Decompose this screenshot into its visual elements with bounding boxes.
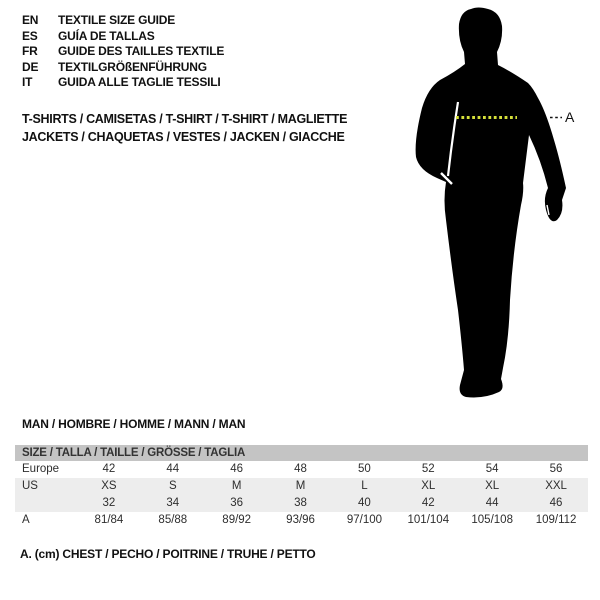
size-cell: 44 (166, 463, 180, 475)
table-row (15, 461, 588, 478)
size-cell: 32 (102, 497, 116, 509)
language-row (22, 29, 224, 45)
size-cell: 54 (485, 463, 499, 475)
size-cell: XL (485, 480, 500, 492)
category-line-tshirts: T-SHIRTS / CAMISETAS / T-SHIRT / T-SHIRT / MAGLIETTE (22, 112, 348, 126)
size-cell: 42 (102, 463, 116, 475)
size-cell: 40 (358, 497, 371, 509)
size-cell: 46 (549, 497, 563, 509)
size-cell: 81/84 (94, 514, 124, 526)
language-row (22, 13, 224, 29)
measure-label-a: A (565, 109, 575, 125)
category-line-jackets: JACKETS / CHAQUETAS / VESTES / JACKEN / GIACCHE (22, 130, 345, 144)
table-row (15, 478, 588, 495)
language-label: TEXTILE SIZE GUIDE (58, 13, 176, 27)
language-row (22, 75, 224, 91)
size-cell: 97/100 (346, 514, 383, 526)
size-cell: 34 (166, 497, 180, 509)
measurement-footnote: A. (cm) CHEST / PECHO / POITRINE / TRUHE / PETTO (20, 547, 316, 561)
row-label (15, 495, 77, 512)
category-lines (22, 110, 347, 146)
size-cell: 105/108 (471, 514, 513, 526)
size-cell: XL (421, 480, 436, 492)
section-title: MAN / HOMBRE / HOMME / MANN / MAN (22, 417, 246, 431)
language-label: TEXTILGRÖßENFÜHRUNG (58, 59, 207, 74)
size-cell: 48 (294, 463, 307, 475)
row-label: A (22, 514, 30, 526)
size-cell: 46 (230, 463, 244, 475)
language-code: FR (22, 44, 38, 59)
language-code: DE (22, 59, 39, 74)
size-cell: 44 (485, 497, 499, 509)
size-cell: XXL (545, 480, 567, 492)
size-cell: 89/92 (222, 514, 252, 526)
size-cell: M (295, 480, 306, 492)
size-cell: 56 (549, 463, 563, 475)
man-silhouette-shape (416, 8, 566, 398)
language-code: EN (22, 13, 39, 27)
size-cell: 36 (230, 497, 244, 509)
size-cell: 42 (421, 497, 435, 509)
language-label: GUÍA DE TALLAS (58, 28, 155, 43)
row-label: US (22, 480, 38, 492)
size-cell: 52 (421, 463, 435, 475)
size-cell: S (168, 480, 177, 492)
size-cell: L (361, 480, 368, 492)
size-cell: 38 (294, 497, 307, 509)
language-row (22, 44, 224, 60)
language-row (22, 60, 224, 76)
size-cell: 93/96 (286, 514, 315, 526)
language-code: IT (22, 75, 33, 90)
size-cell: M (231, 480, 242, 492)
language-label: GUIDE DES TAILLES TEXTILE (58, 44, 225, 59)
size-cell: 109/112 (535, 514, 577, 526)
size-table (15, 445, 588, 529)
size-cell: 85/88 (158, 514, 188, 526)
size-cell: XS (101, 480, 117, 492)
language-label: GUIDA ALLE TAGLIE TESSILI (58, 75, 221, 90)
size-table-body (15, 461, 588, 529)
size-table-header: SIZE / TALLA / TAILLE / GRÖSSE / TAGLIA (15, 445, 588, 461)
table-row (15, 495, 588, 512)
language-list (22, 13, 224, 91)
man-silhouette (390, 0, 600, 410)
language-code: ES (22, 28, 38, 43)
row-label: Europe (22, 463, 60, 475)
table-row (15, 512, 588, 529)
size-cell: 50 (358, 463, 371, 475)
size-cell: 101/104 (407, 514, 450, 526)
